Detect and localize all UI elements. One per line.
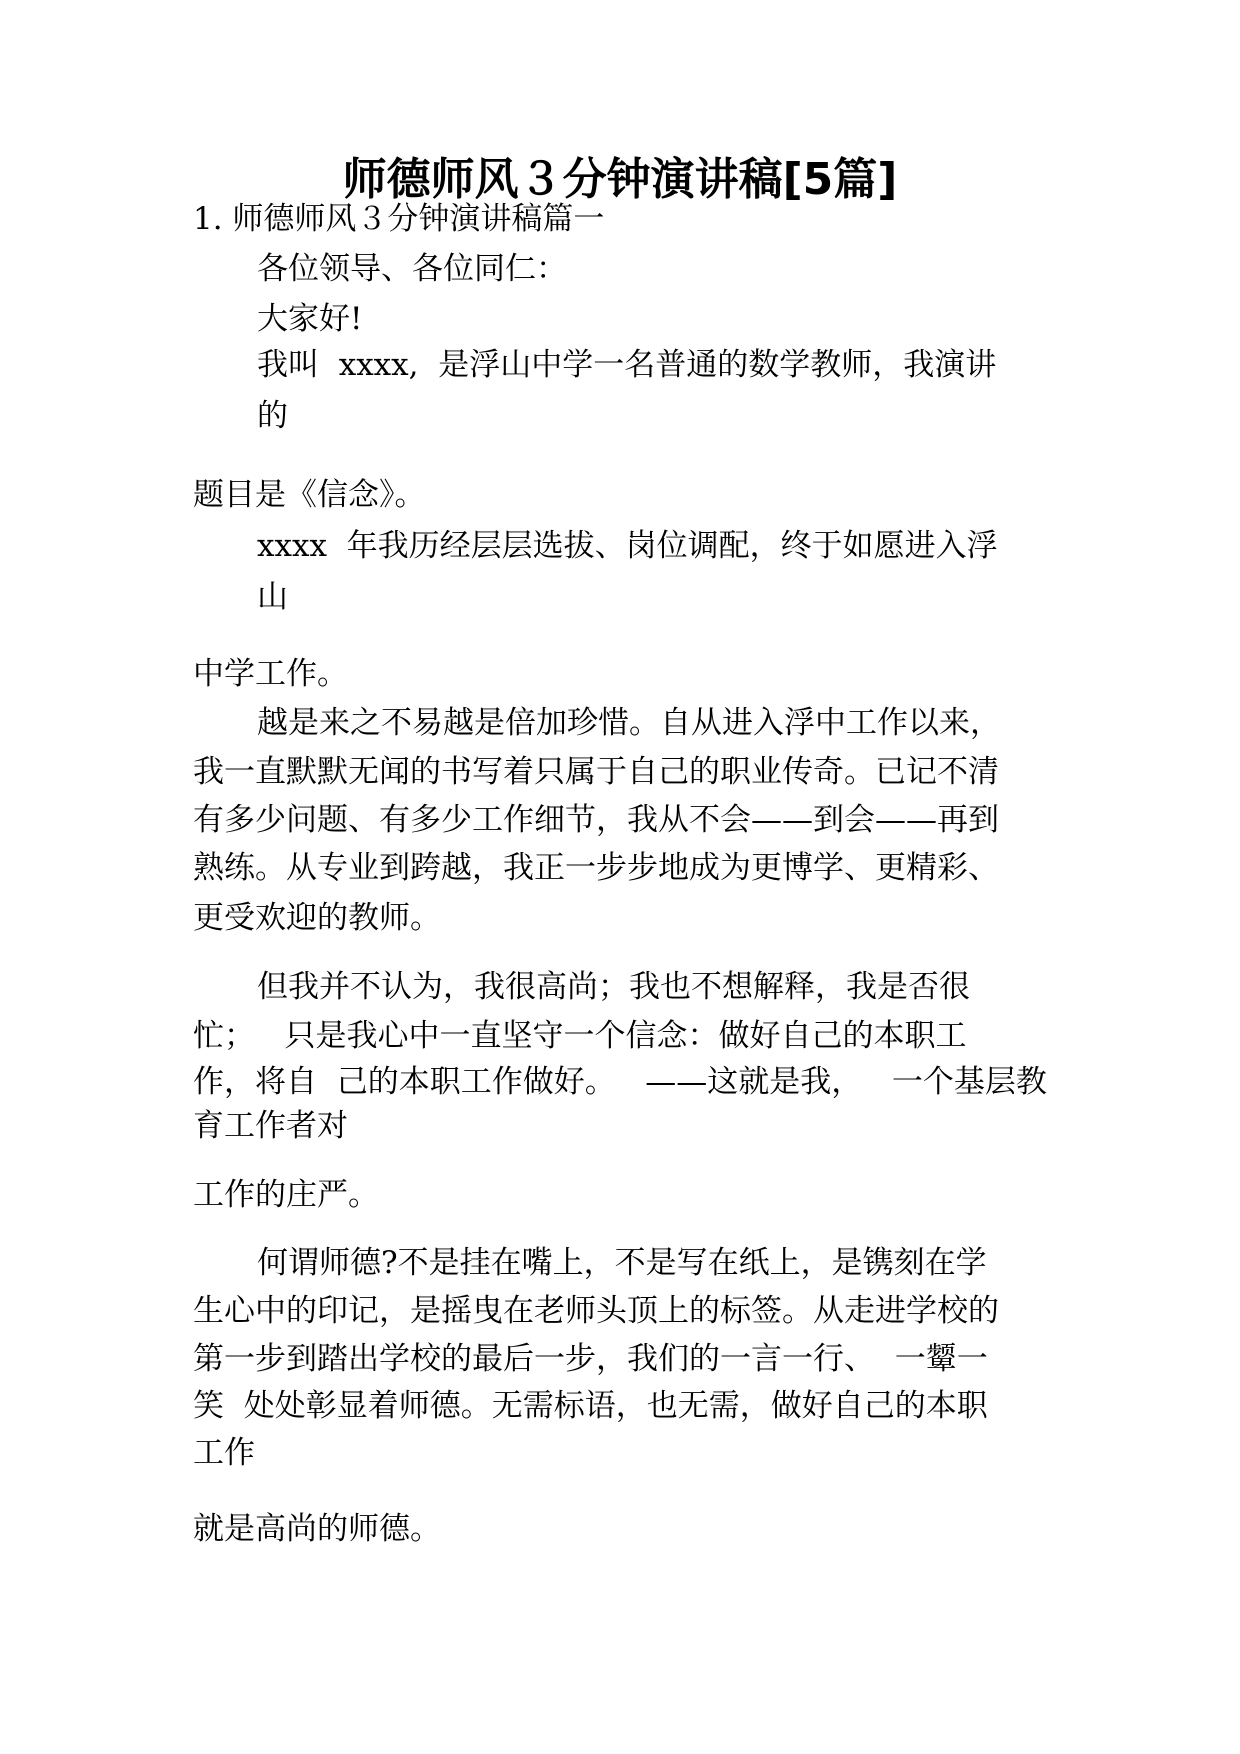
paragraph-line: 作，将自 己的本职工作做好。 ——这就是我， 一个基层教 xyxy=(193,1064,1047,1100)
paragraph-line: 的 xyxy=(257,398,288,434)
paragraph-line: 各位领导、各位同仁： xyxy=(257,251,567,287)
paragraph-line: 题目是《信念》。 xyxy=(193,477,426,513)
paragraph-line: 中学工作。 xyxy=(193,656,348,692)
paragraph-line: 越是来之不易越是倍加珍惜。自从进入浮中工作以来， xyxy=(257,705,1001,741)
document-title: 师德师风３分钟演讲稿[5篇] xyxy=(342,154,898,205)
section-heading: 1. 师德师风３分钟演讲稿篇一 xyxy=(193,201,605,237)
paragraph-line: 我叫 xxxx, 是浮山中学一名普通的数学教师，我演讲 xyxy=(257,347,997,383)
paragraph-line: 笑 处处彰显着师德。无需标语，也无需，做好自己的本职 xyxy=(193,1388,988,1424)
paragraph-line: xxxx 年我历经层层选拔、岗位调配，终于如愿进入浮 xyxy=(257,528,998,564)
paragraph-line: 大家好! xyxy=(257,301,363,337)
paragraph-line: 何谓师德?不是挂在嘴上，不是写在纸上，是镌刻在学 xyxy=(257,1245,987,1281)
paragraph-line: 有多少问题、有多少工作细节，我从不会——到会——再到 xyxy=(193,802,999,838)
paragraph-line: 就是高尚的师德。 xyxy=(193,1511,441,1547)
paragraph-line: 山 xyxy=(257,579,288,615)
paragraph-line: 但我并不认为，我很高尚；我也不想解释，我是否很 xyxy=(257,969,970,1005)
paragraph-line: 工作 xyxy=(193,1435,255,1471)
paragraph-line: 更受欢迎的教师。 xyxy=(193,900,441,936)
paragraph-line: 我一直默默无闻的书写着只属于自己的职业传奇。已记不清 xyxy=(193,754,999,790)
paragraph-line: 工作的庄严。 xyxy=(193,1177,379,1213)
paragraph-line: 熟练。从专业到跨越，我正一步步地成为更博学、更精彩、 xyxy=(193,850,999,886)
paragraph-line: 忙； 只是我心中一直坚守一个信念：做好自己的本职工 xyxy=(193,1018,967,1054)
paragraph-line: 育工作者对 xyxy=(193,1108,348,1144)
paragraph-line: 第一步到踏出学校的最后一步，我们的一言一行、 一颦一 xyxy=(193,1341,988,1377)
paragraph-line: 生心中的印记，是摇曳在老师头顶上的标签。从走进学校的 xyxy=(193,1293,999,1329)
